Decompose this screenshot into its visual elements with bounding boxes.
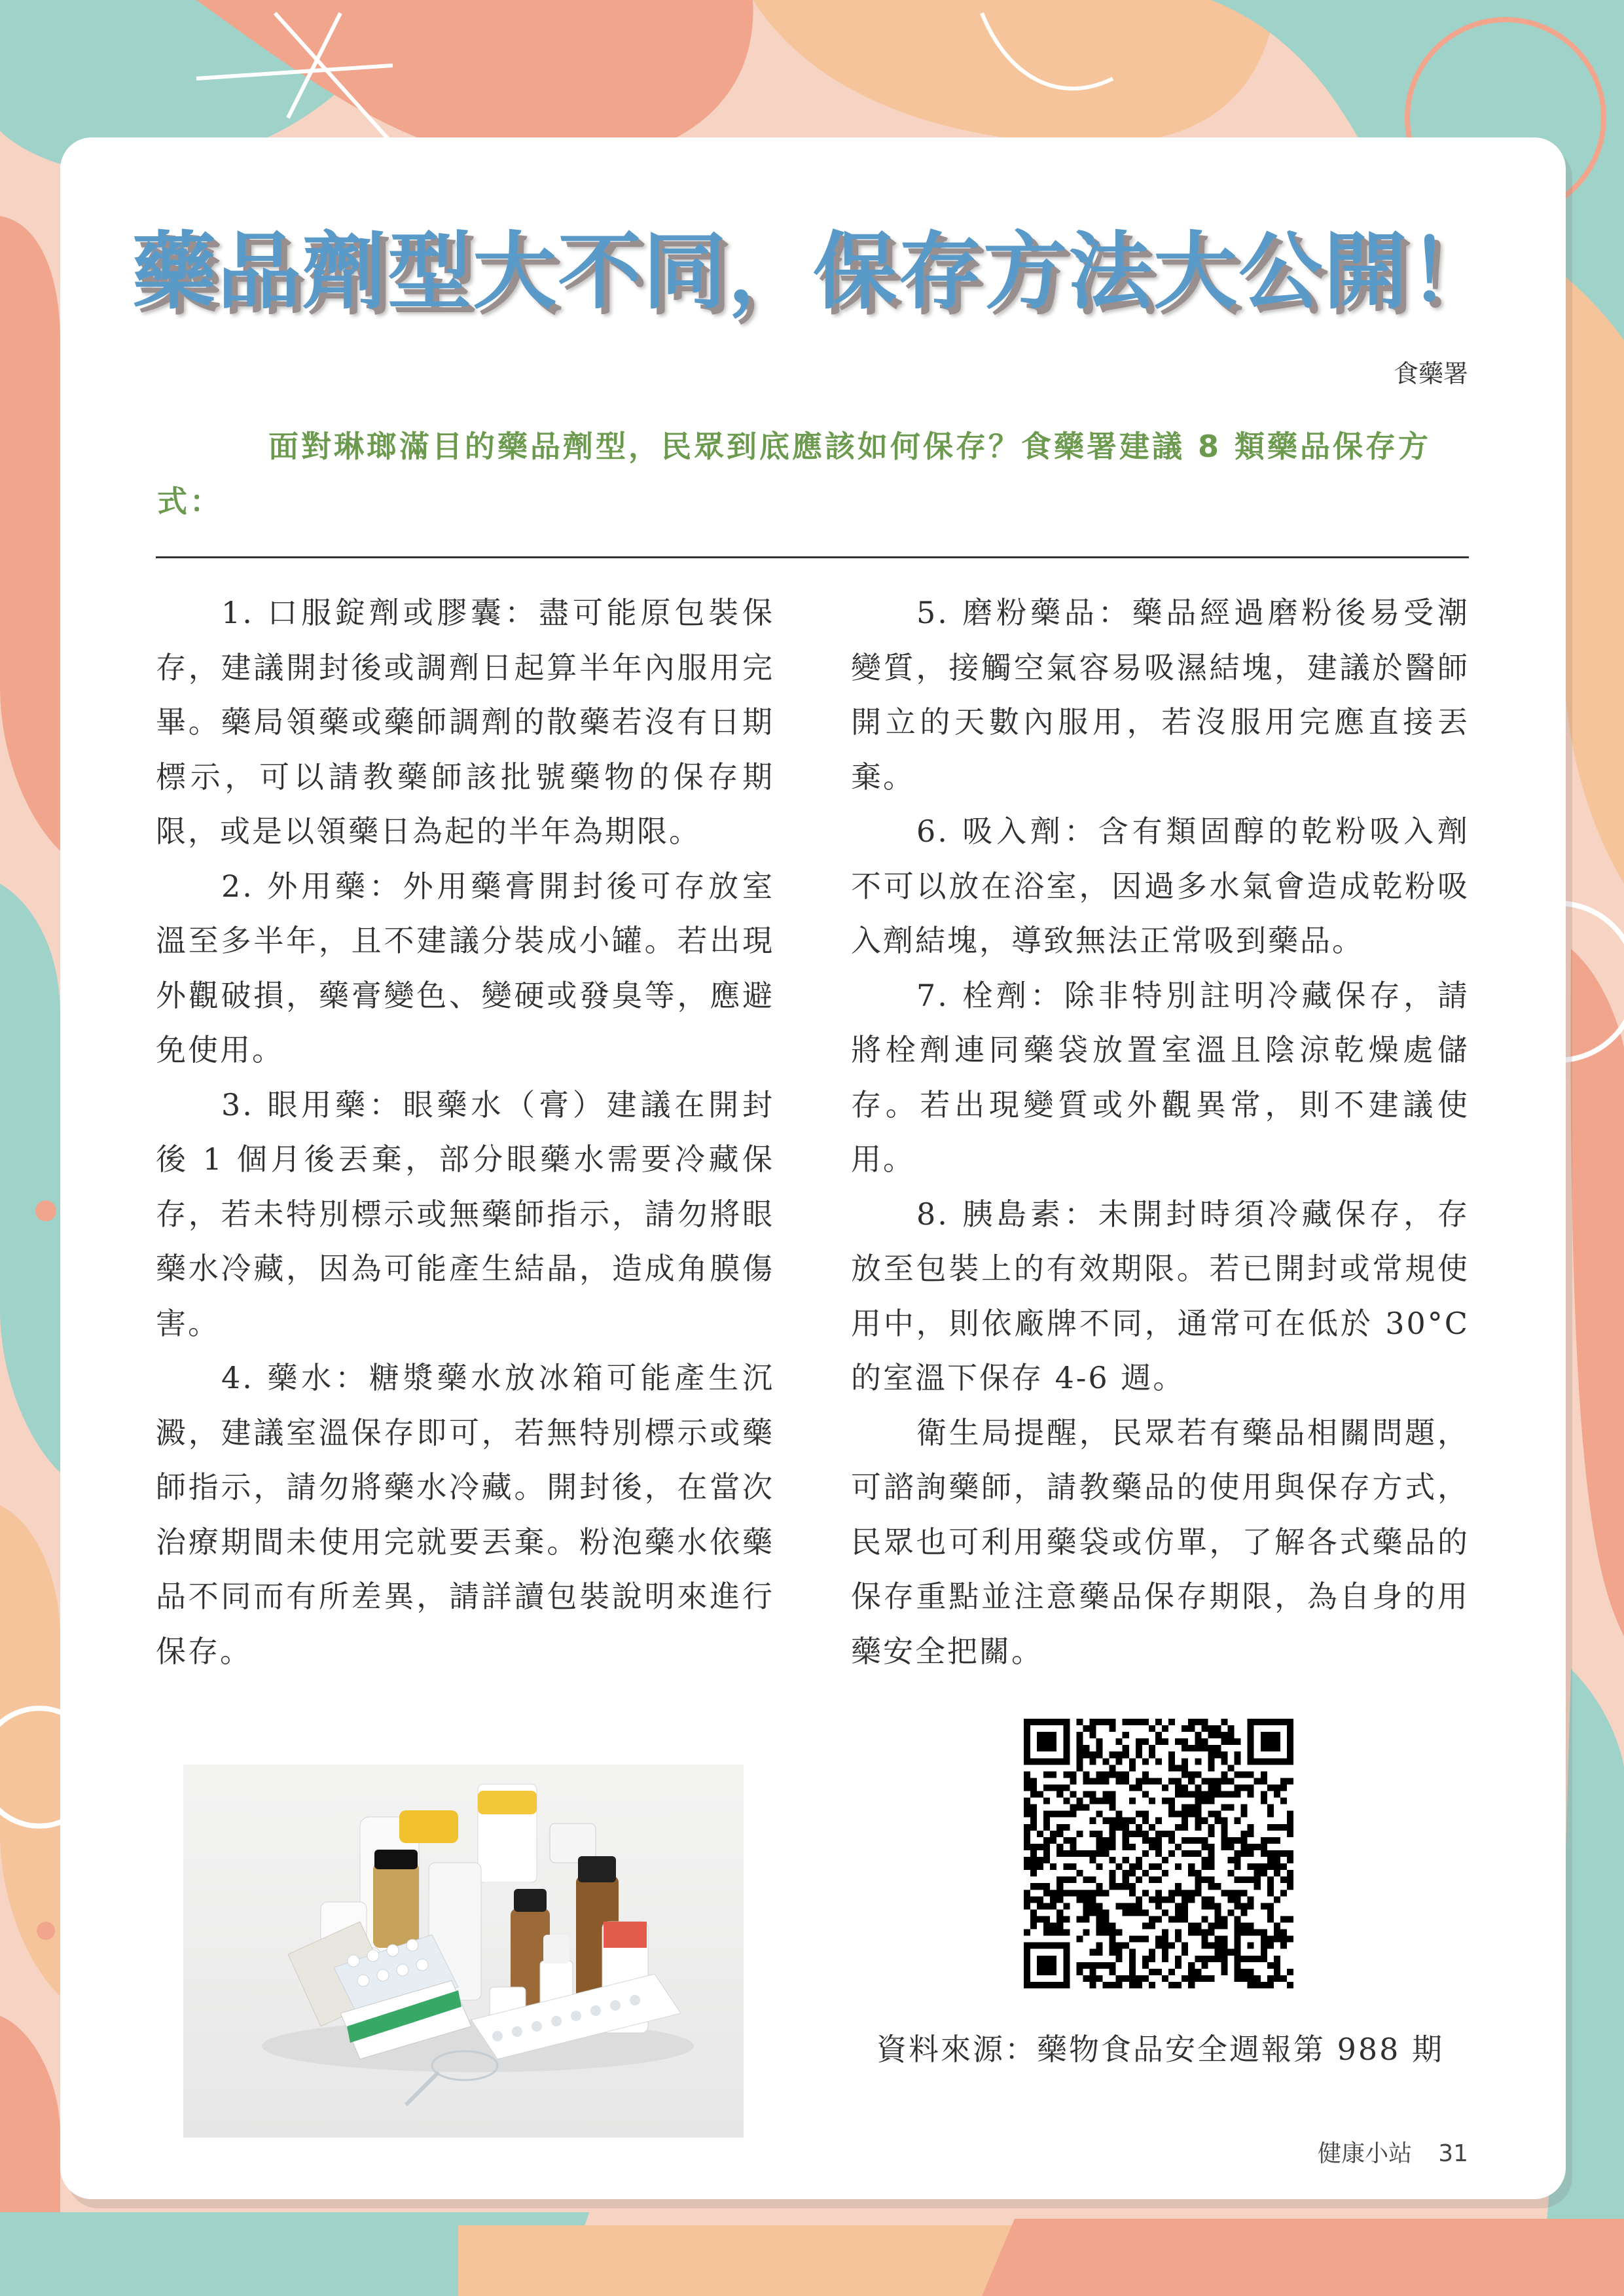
page-footer	[1318, 2135, 1468, 2168]
paragraph-suppository: 7. 栓劑：除非特別註明冷藏保存，請將栓劑連同藥袋放置室溫且陰涼乾燥處儲存。若出現變質或外觀異常，則不建議使用。	[851, 977, 1470, 1177]
article-title: 藥品劑型大不同，保存方法大公開！	[132, 223, 1494, 321]
qr-code[interactable]	[1024, 1719, 1293, 1988]
paragraph-insulin: 8. 胰島素：未開封時須冷藏保存，存放至包裝上的有效期限。若已開封或常規使用中，則依廠牌不同，通常可在低於 30°C的室溫下保存 4-6 週。	[851, 1196, 1470, 1395]
paragraph-liquid-medicine: 4. 藥水：糖漿藥水放冰箱可能產生沉澱，建議室溫保存即可，若無特別標示或藥師指示，請勿將藥水冷藏。開封後，在當次治療期間未使用完就要丟棄。粉泡藥水依藥品不同而有所差異，請詳讀包裝說明來進行保存。	[156, 1360, 774, 1669]
author: 食藥署	[1393, 359, 1468, 388]
paragraph-inhaler: 6. 吸入劑：含有類固醇的乾粉吸入劑不可以放在浴室，因過多水氣會造成乾粉吸入劑結塊，導致無法正常吸到藥品。	[851, 814, 1470, 958]
divider	[156, 556, 1469, 558]
right-column	[851, 586, 1470, 1679]
source-citation: 資料來源：藥物食品安全週報第 988 期	[876, 2032, 1445, 2067]
paragraph-oral-tablets: 1. 口服錠劑或膠囊：盡可能原包裝保存，建議開封後或調劑日起算半年內服用完畢。藥局領藥或藥師調劑的散藥若沒有日期標示，可以請教藥師該批號藥物的保存期限，或是以領藥日為起的半年為期限。	[156, 595, 774, 849]
paragraph-topical: 2. 外用藥：外用藥膏開封後可存放室溫至多半年，且不建議分裝成小罐。若出現外觀破損，藥膏變色、變硬或發臭等，應避免使用。	[156, 868, 774, 1067]
paragraph-reminder: 衛生局提醒，民眾若有藥品相關問題，可諮詢藥師，請教藥品的使用與保存方式，民眾也可利用藥袋或仿單，了解各式藥品的保存重點並注意藥品保存期限，為自身的用藥安全把關。	[851, 1414, 1470, 1669]
left-column	[156, 586, 774, 1679]
paragraph-eye-medication: 3. 眼用藥：眼藥水（膏）建議在開封後 1 個月後丟棄，部分眼藥水需要冷藏保存，若未特別標示或無藥師指示，請勿將眼藥水冷藏，因為可能產生結晶，造成角膜傷害。	[156, 1086, 774, 1341]
page-number: 31	[1438, 2140, 1468, 2167]
footer-section: 健康小站	[1318, 2140, 1413, 2167]
medicine-photo	[183, 1765, 744, 2138]
intro-text: 面對琳瑯滿目的藥品劑型，民眾到底應該如何保存？食藥署建議 8 類藥品保存方式：	[157, 429, 1432, 519]
paragraph-powdered: 5. 磨粉藥品：藥品經過磨粉後易受潮變質，接觸空氣容易吸濕結塊，建議於醫師開立的天數內服用，若沒服用完應直接丟棄。	[851, 595, 1470, 795]
